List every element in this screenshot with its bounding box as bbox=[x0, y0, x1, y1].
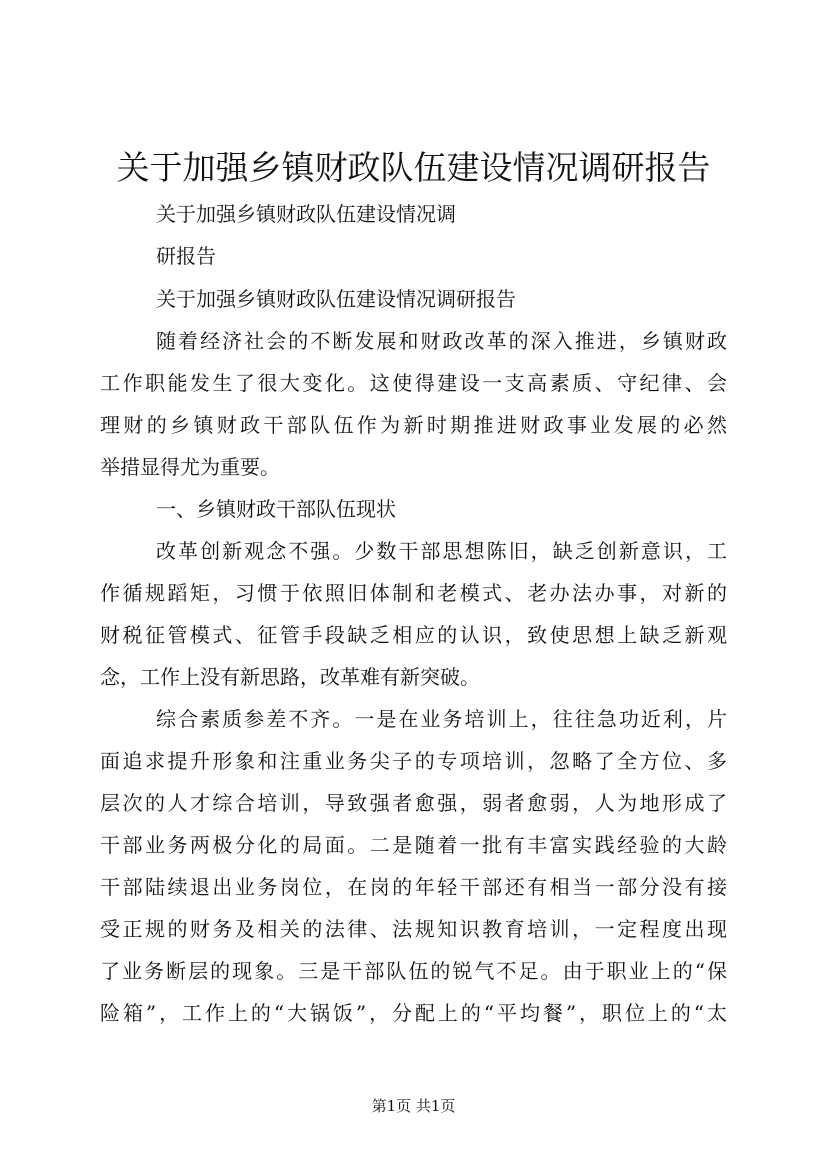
paragraph-line: 作循规蹈矩，习惯于依照旧体制和老模式、老办法办事，对新的 bbox=[100, 581, 727, 605]
paragraph-line: 随着经济社会的不断发展和财政改革的深入推进，乡镇财政 bbox=[156, 329, 727, 353]
paragraph-line: 综合素质参差不齐。一是在业务培训上，往往急功近利，片 bbox=[156, 707, 727, 731]
paragraph-line: 改革创新观念不强。少数干部思想陈旧，缺乏创新意识，工 bbox=[156, 539, 727, 563]
paragraph-line: 干部陆续退出业务岗位，在岗的年轻干部还有相当一部分没有接 bbox=[100, 875, 727, 899]
paragraph-line: 层次的人才综合培训，导致强者愈强，弱者愈弱，人为地形成了 bbox=[100, 791, 727, 815]
paragraph-line: 受正规的财务及相关的法律、法规知识教育培训，一定程度出现 bbox=[100, 917, 727, 941]
paragraph-line: 念，工作上没有新思路，改革难有新突破。 bbox=[100, 665, 480, 689]
heading-line: 关于加强乡镇财政队伍建设情况调 bbox=[156, 202, 456, 226]
paragraph-line: 了业务断层的现象。三是干部队伍的锐气不足。由于职业上的“保 bbox=[100, 959, 727, 983]
paragraph-line: 财税征管模式、征管手段缺乏相应的认识，致使思想上缺乏新观 bbox=[100, 623, 727, 647]
page-number-footer: 第1页 共1页 bbox=[371, 1097, 456, 1115]
paragraph-line: 工作职能发生了很大变化。这使得建设一支高素质、守纪律、会 bbox=[100, 371, 727, 395]
heading-line: 研报告 bbox=[156, 244, 216, 268]
subheading-line: 关于加强乡镇财政队伍建设情况调研报告 bbox=[156, 287, 516, 311]
paragraph-line: 举措显得尤为重要。 bbox=[100, 455, 280, 479]
paragraph-line: 险箱”，工作上的“大锅饭”，分配上的“平均餐”，职位上的“太 bbox=[100, 1001, 727, 1025]
paragraph-line: 干部业务两极分化的局面。二是随着一批有丰富实践经验的大龄 bbox=[100, 833, 727, 857]
paragraph-line: 理财的乡镇财政干部队伍作为新时期推进财政事业发展的必然 bbox=[100, 413, 727, 437]
paragraph-line: 面追求提升形象和注重业务尖子的专项培训，忽略了全方位、多 bbox=[100, 749, 727, 773]
document-title: 关于加强乡镇财政队伍建设情况调研报告 bbox=[116, 148, 711, 187]
section-heading: 一、乡镇财政干部队伍现状 bbox=[156, 497, 396, 521]
